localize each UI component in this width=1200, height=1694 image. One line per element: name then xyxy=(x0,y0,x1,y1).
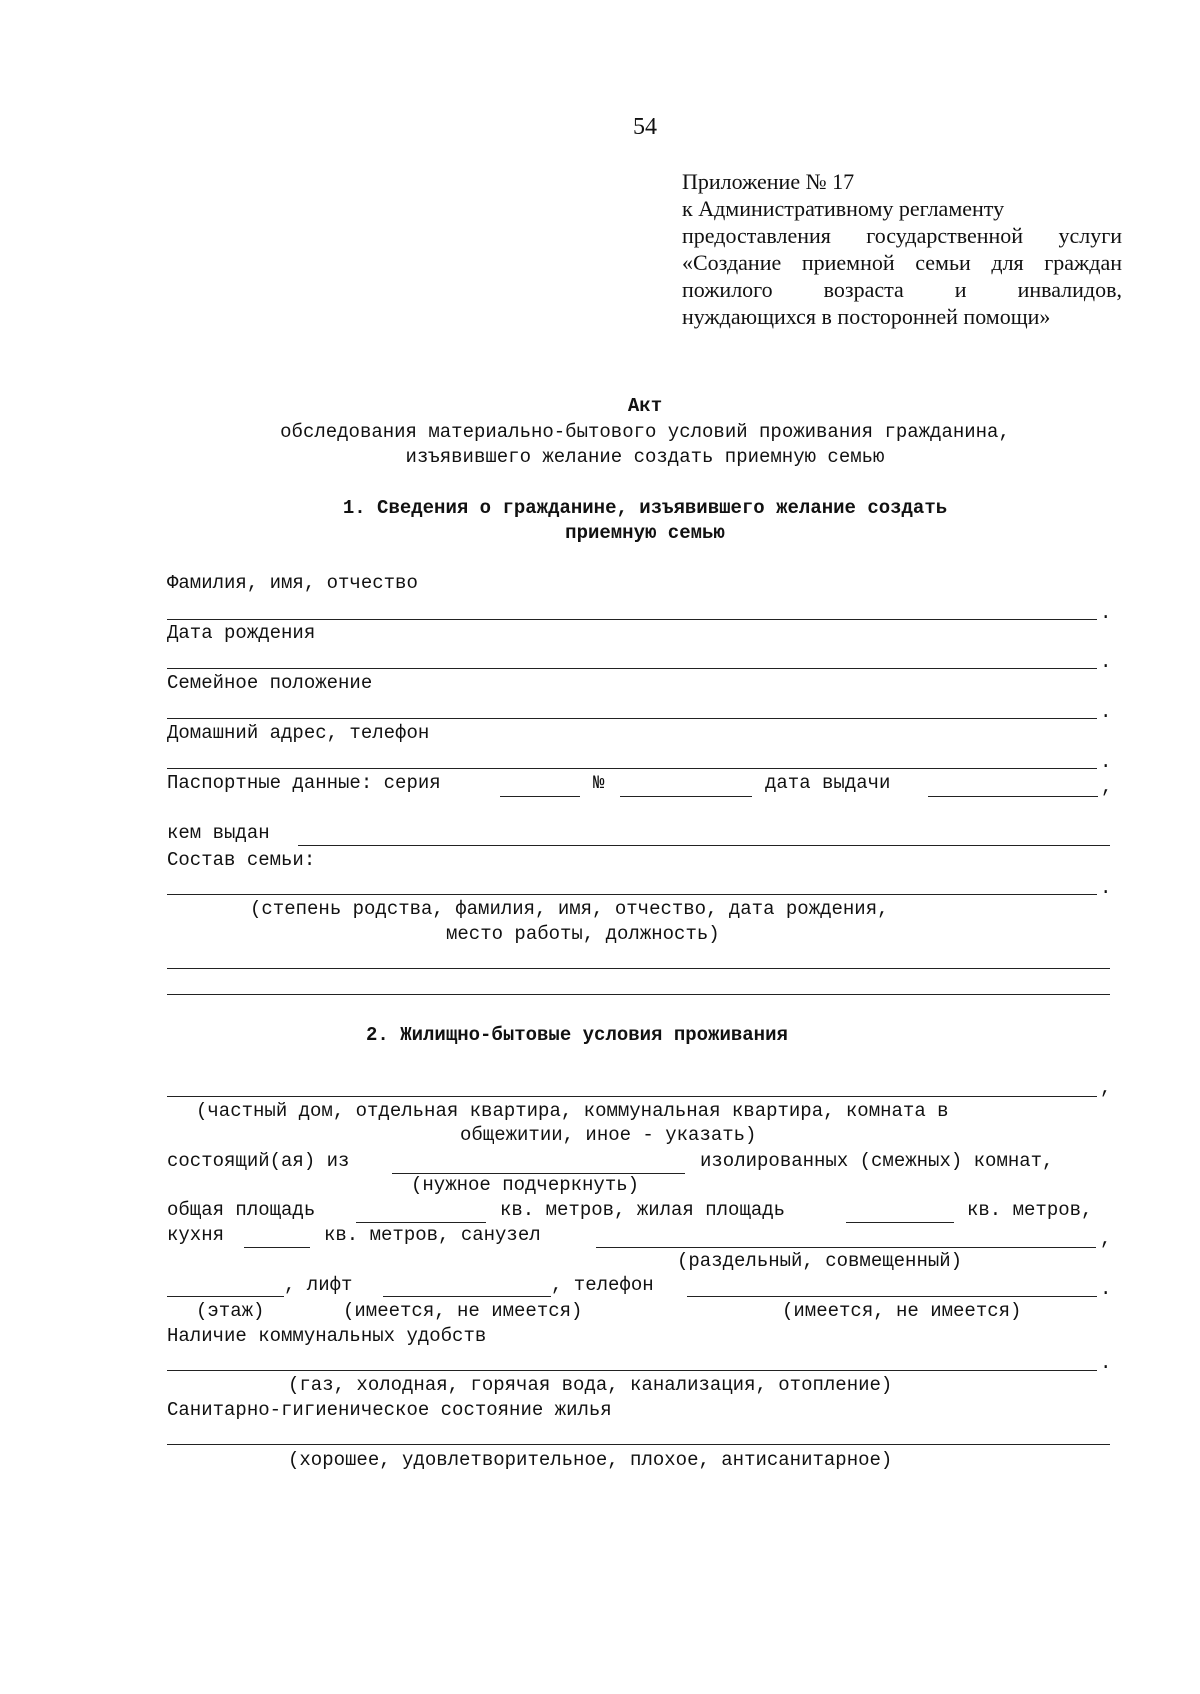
bathroom-field[interactable] xyxy=(596,1247,1096,1248)
address-field[interactable] xyxy=(167,768,1097,769)
number-sign: № xyxy=(593,772,605,794)
phone-field[interactable] xyxy=(687,1296,1097,1297)
family-hint: место работы, должность) xyxy=(446,923,720,945)
appendix-line: предоставления государственной услуги xyxy=(682,223,1122,248)
section-heading: 2. Жилищно-бытовые условия проживания xyxy=(366,1024,788,1046)
sanitary-label: Санитарно-гигиеническое состояние жилья xyxy=(167,1399,612,1421)
underline-hint: (нужное подчеркнуть) xyxy=(411,1174,640,1196)
birth-date-field[interactable] xyxy=(167,668,1097,669)
appendix-line: пожилого возраста и инвалидов, xyxy=(682,277,1122,302)
lift-field[interactable] xyxy=(383,1296,551,1297)
housing-hint: (частный дом, отдельная квартира, коммунальная квартира, комната в xyxy=(196,1100,949,1122)
issued-by-label: кем выдан xyxy=(167,822,270,844)
marital-status-field[interactable] xyxy=(167,718,1097,719)
address-label: Домашний адрес, телефон xyxy=(167,722,430,744)
sq-m-label: кв. метров, xyxy=(967,1199,1093,1221)
birth-date-label: Дата рождения xyxy=(167,622,316,644)
living-area-field[interactable] xyxy=(846,1222,954,1223)
punctuation: . xyxy=(1100,602,1112,624)
housing-hint: общежитии, иное - указать) xyxy=(460,1124,757,1146)
total-area-label: общая площадь xyxy=(167,1199,316,1221)
family-extra-field[interactable] xyxy=(167,968,1110,969)
punctuation: . xyxy=(1100,751,1112,773)
phone-label: , телефон xyxy=(551,1274,654,1296)
kitchen-label: кухня xyxy=(167,1224,225,1246)
document-subtitle: обследования материально-бытового условий проживания гражданина, xyxy=(280,421,1010,443)
appendix-block xyxy=(682,168,1122,330)
floor-hint: (этаж) xyxy=(196,1300,265,1322)
punctuation: , xyxy=(1100,1077,1112,1099)
appendix-line: к Административному регламенту xyxy=(682,196,1005,221)
kitchen-area-field[interactable] xyxy=(244,1247,310,1248)
fio-label: Фамилия, имя, отчество xyxy=(167,572,418,594)
sanitary-hint: (хорошее, удовлетворительное, плохое, антисанитарное) xyxy=(288,1449,893,1471)
issue-date-field[interactable] xyxy=(928,796,1098,797)
lift-label: , лифт xyxy=(284,1274,353,1296)
total-area-field[interactable] xyxy=(356,1222,486,1223)
living-area-label: кв. метров, жилая площадь xyxy=(500,1199,786,1221)
floor-field[interactable] xyxy=(167,1296,284,1297)
issue-date-label: дата выдачи xyxy=(765,772,891,794)
family-label: Состав семьи: xyxy=(167,849,316,871)
punctuation: . xyxy=(1100,651,1112,673)
appendix-line: Приложение № 17 xyxy=(682,169,855,194)
utilities-label: Наличие коммунальных удобств xyxy=(167,1325,487,1347)
marital-status-label: Семейное положение xyxy=(167,672,373,694)
appendix-line: нуждающихся в посторонней помощи» xyxy=(682,304,1051,329)
family-hint: (степень родства, фамилия, имя, отчество, дата рождения, xyxy=(250,898,889,920)
bathroom-hint: (раздельный, совмещенный) xyxy=(677,1250,963,1272)
isolated-rooms-label: изолированных (смежных) комнат, xyxy=(700,1150,1054,1172)
punctuation: . xyxy=(1100,877,1112,899)
punctuation: . xyxy=(1100,701,1112,723)
issued-by-field[interactable] xyxy=(298,845,1110,846)
document-subtitle: изъявившего желание создать приемную семью xyxy=(405,446,885,468)
family-field[interactable] xyxy=(167,894,1097,895)
page-number: 54 xyxy=(633,114,657,140)
appendix-line: «Создание приемной семьи для граждан xyxy=(682,250,1122,275)
utilities-hint: (газ, холодная, горячая вода, канализация, отопление) xyxy=(288,1374,893,1396)
utilities-field[interactable] xyxy=(167,1370,1097,1371)
passport-label: Паспортные данные: серия xyxy=(167,772,441,794)
family-extra-field[interactable] xyxy=(167,994,1110,995)
passport-number-field[interactable] xyxy=(620,796,752,797)
consisting-label: состоящий(ая) из xyxy=(167,1150,350,1172)
punctuation: , xyxy=(1101,776,1113,798)
section-heading: 1. Сведения о гражданине, изъявившего желание создать xyxy=(342,497,948,519)
punctuation: . xyxy=(1100,1352,1112,1374)
punctuation: . xyxy=(1100,1278,1112,1300)
section-heading: приемную семью xyxy=(565,522,725,544)
punctuation: , xyxy=(1100,1228,1112,1250)
phone-hint: (имеется, не имеется) xyxy=(782,1300,1022,1322)
housing-type-field[interactable] xyxy=(167,1096,1097,1097)
fio-field[interactable] xyxy=(167,619,1097,620)
bathroom-label: кв. метров, санузел xyxy=(324,1224,541,1246)
passport-series-field[interactable] xyxy=(500,796,580,797)
lift-hint: (имеется, не имеется) xyxy=(343,1300,583,1322)
sanitary-field[interactable] xyxy=(167,1444,1110,1445)
document-title: Акт xyxy=(627,395,663,417)
